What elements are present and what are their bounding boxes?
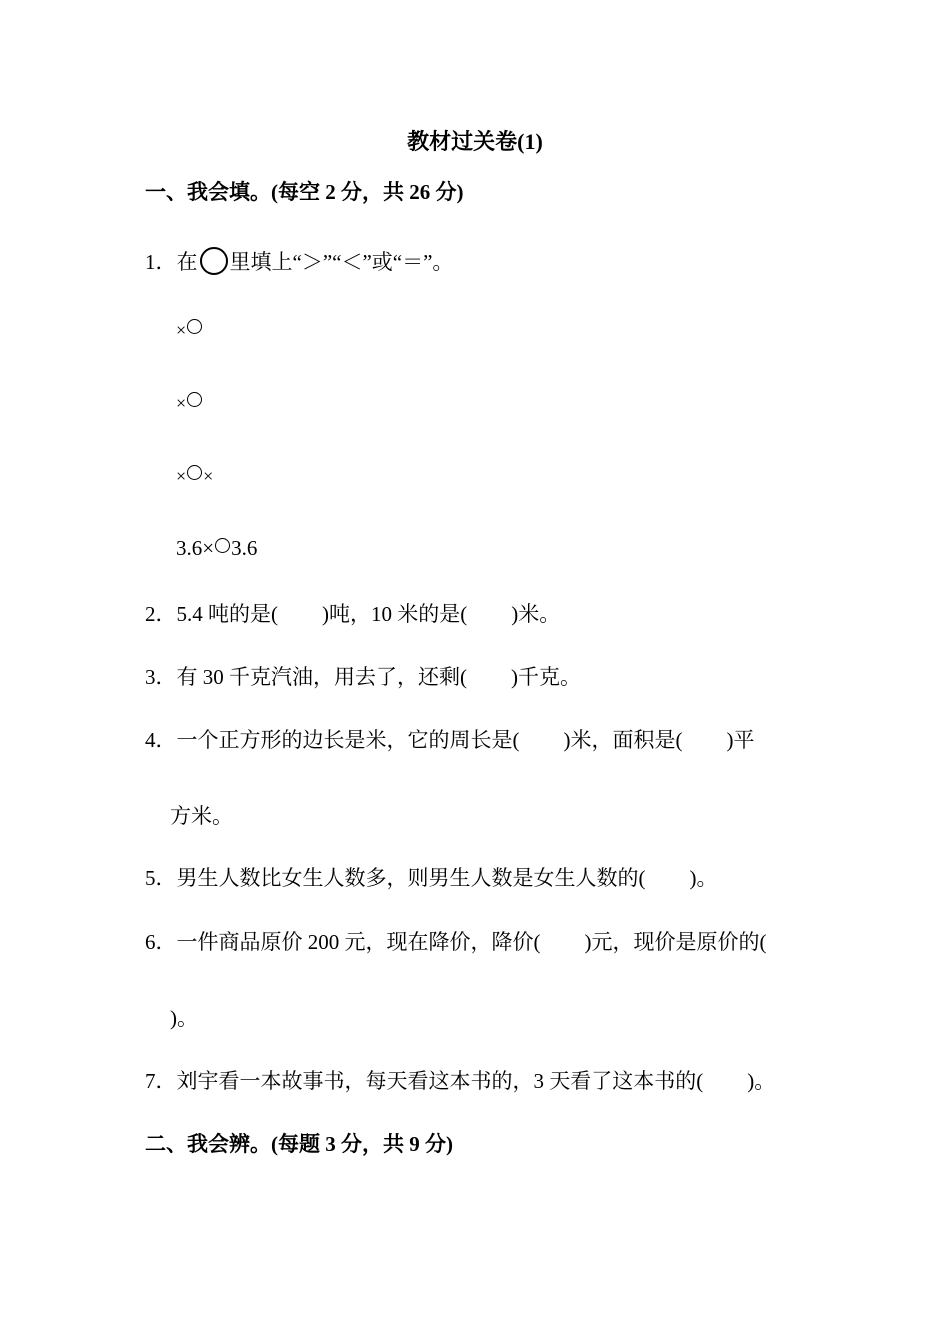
comparison-expression-2 (176, 388, 203, 417)
question-1 (145, 247, 453, 276)
expr-2-left: × (176, 393, 187, 413)
question-1-pre: 在 (176, 250, 198, 274)
question-5-number: 5． (145, 866, 177, 890)
question-2-text-b: )吨，10 米的是( (322, 602, 468, 626)
question-4-text-c: )平 (726, 728, 755, 752)
question-2-text-c: )米。 (511, 602, 561, 626)
question-1-number: 1． (145, 250, 177, 274)
compare-circle-3[interactable] (187, 465, 202, 480)
question-6 (145, 928, 767, 956)
question-7 (145, 1067, 775, 1095)
question-3-text-a: 有 30 千克汽油，用去了，还剩( (176, 665, 467, 689)
question-3-number: 3． (145, 665, 177, 689)
question-4 (145, 726, 755, 754)
expr-1-left: × (176, 320, 187, 340)
question-6-text-a: 一件商品原价 200 元，现在降价，降价( (176, 930, 541, 954)
question-1-post: 里填上“＞”“＜”或“＝”。 (229, 250, 454, 274)
question-2 (145, 600, 560, 628)
question-5-text-b: )。 (689, 866, 718, 890)
question-7-number: 7． (145, 1069, 177, 1093)
question-4-text-b: )米，面积是( (563, 728, 683, 752)
section-1-heading: 一、我会填。(每空 2 分，共 26 分) (145, 180, 464, 204)
comparison-expression-1 (176, 315, 203, 344)
comparison-expression-3 (176, 461, 213, 490)
comparison-expression-4 (176, 534, 257, 562)
question-4-continuation: 方米。 (170, 804, 233, 828)
compare-circle-2[interactable] (187, 392, 202, 407)
question-4-number: 4． (145, 728, 177, 752)
question-6-continuation: )。 (170, 1006, 198, 1030)
compare-circle-1[interactable] (187, 319, 202, 334)
question-2-number: 2． (145, 602, 177, 626)
question-4-text-a: 一个正方形的边长是米，它的周长是( (176, 728, 520, 752)
question-3-text-b: )千克。 (511, 665, 581, 689)
question-7-text-b: )。 (747, 1069, 776, 1093)
page-title: 教材过关卷(1) (407, 129, 543, 154)
question-5 (145, 864, 718, 892)
question-6-text-b: )元，现价是原价的( (584, 930, 767, 954)
expr-4-right: 3.6 (231, 536, 258, 560)
circle-icon (200, 247, 228, 275)
question-6-number: 6． (145, 930, 177, 954)
compare-circle-4[interactable] (215, 538, 230, 553)
section-2-heading: 二、我会辨。(每题 3 分，共 9 分) (145, 1132, 453, 1156)
expr-3-right: × (203, 466, 214, 486)
question-2-text-a: 5.4 吨的是( (176, 602, 278, 626)
expr-3-left: × (176, 466, 187, 486)
question-7-text-a: 刘宇看一本故事书，每天看这本书的，3 天看了这本书的( (176, 1069, 704, 1093)
question-3 (145, 663, 581, 691)
expr-4-left: 3.6× (176, 536, 215, 560)
question-5-text-a: 男生人数比女生人数多，则男生人数是女生人数的( (176, 866, 646, 890)
